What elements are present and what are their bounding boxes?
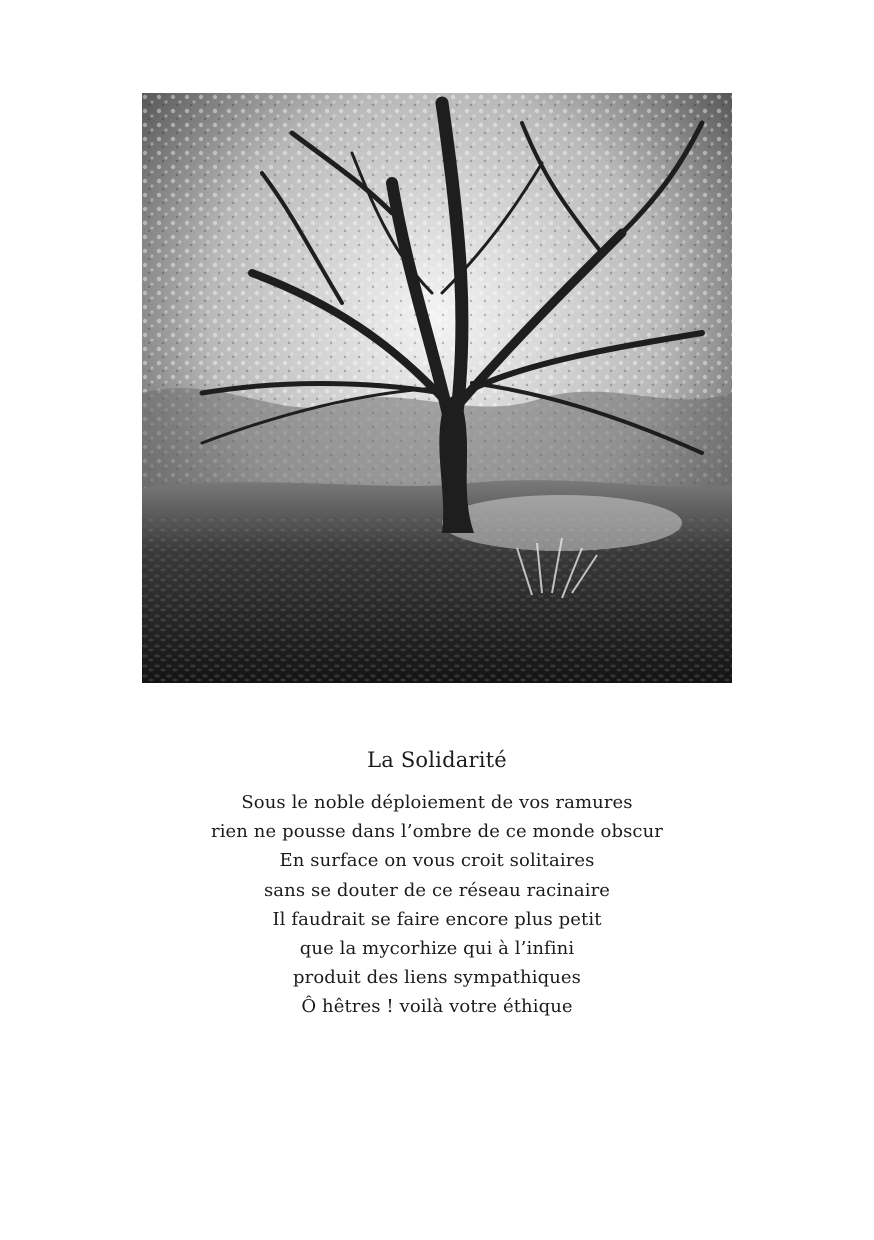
poem-line: rien ne pousse dans l’ombre de ce monde obscur [210, 821, 663, 843]
poem-line: Sous le noble déploiement de vos ramures [241, 792, 633, 813]
poem-line: produit des liens sympathiques [293, 967, 581, 989]
poem-line: Il faudrait se faire encore plus petit [272, 908, 602, 930]
tree-illustration [142, 93, 732, 683]
poem-line: que la mycorhize qui à l’infini [299, 938, 575, 960]
poem-line: sans se douter de ce réseau racinaire [263, 879, 611, 901]
poem [0, 744, 874, 1022]
poem-line: Ô hêtres ! voilà votre éthique [301, 996, 573, 1018]
poem-line: En surface on vous croit solitaires [279, 850, 595, 872]
tree-photograph [142, 93, 732, 683]
poem-title: La Solidarité [367, 748, 507, 772]
